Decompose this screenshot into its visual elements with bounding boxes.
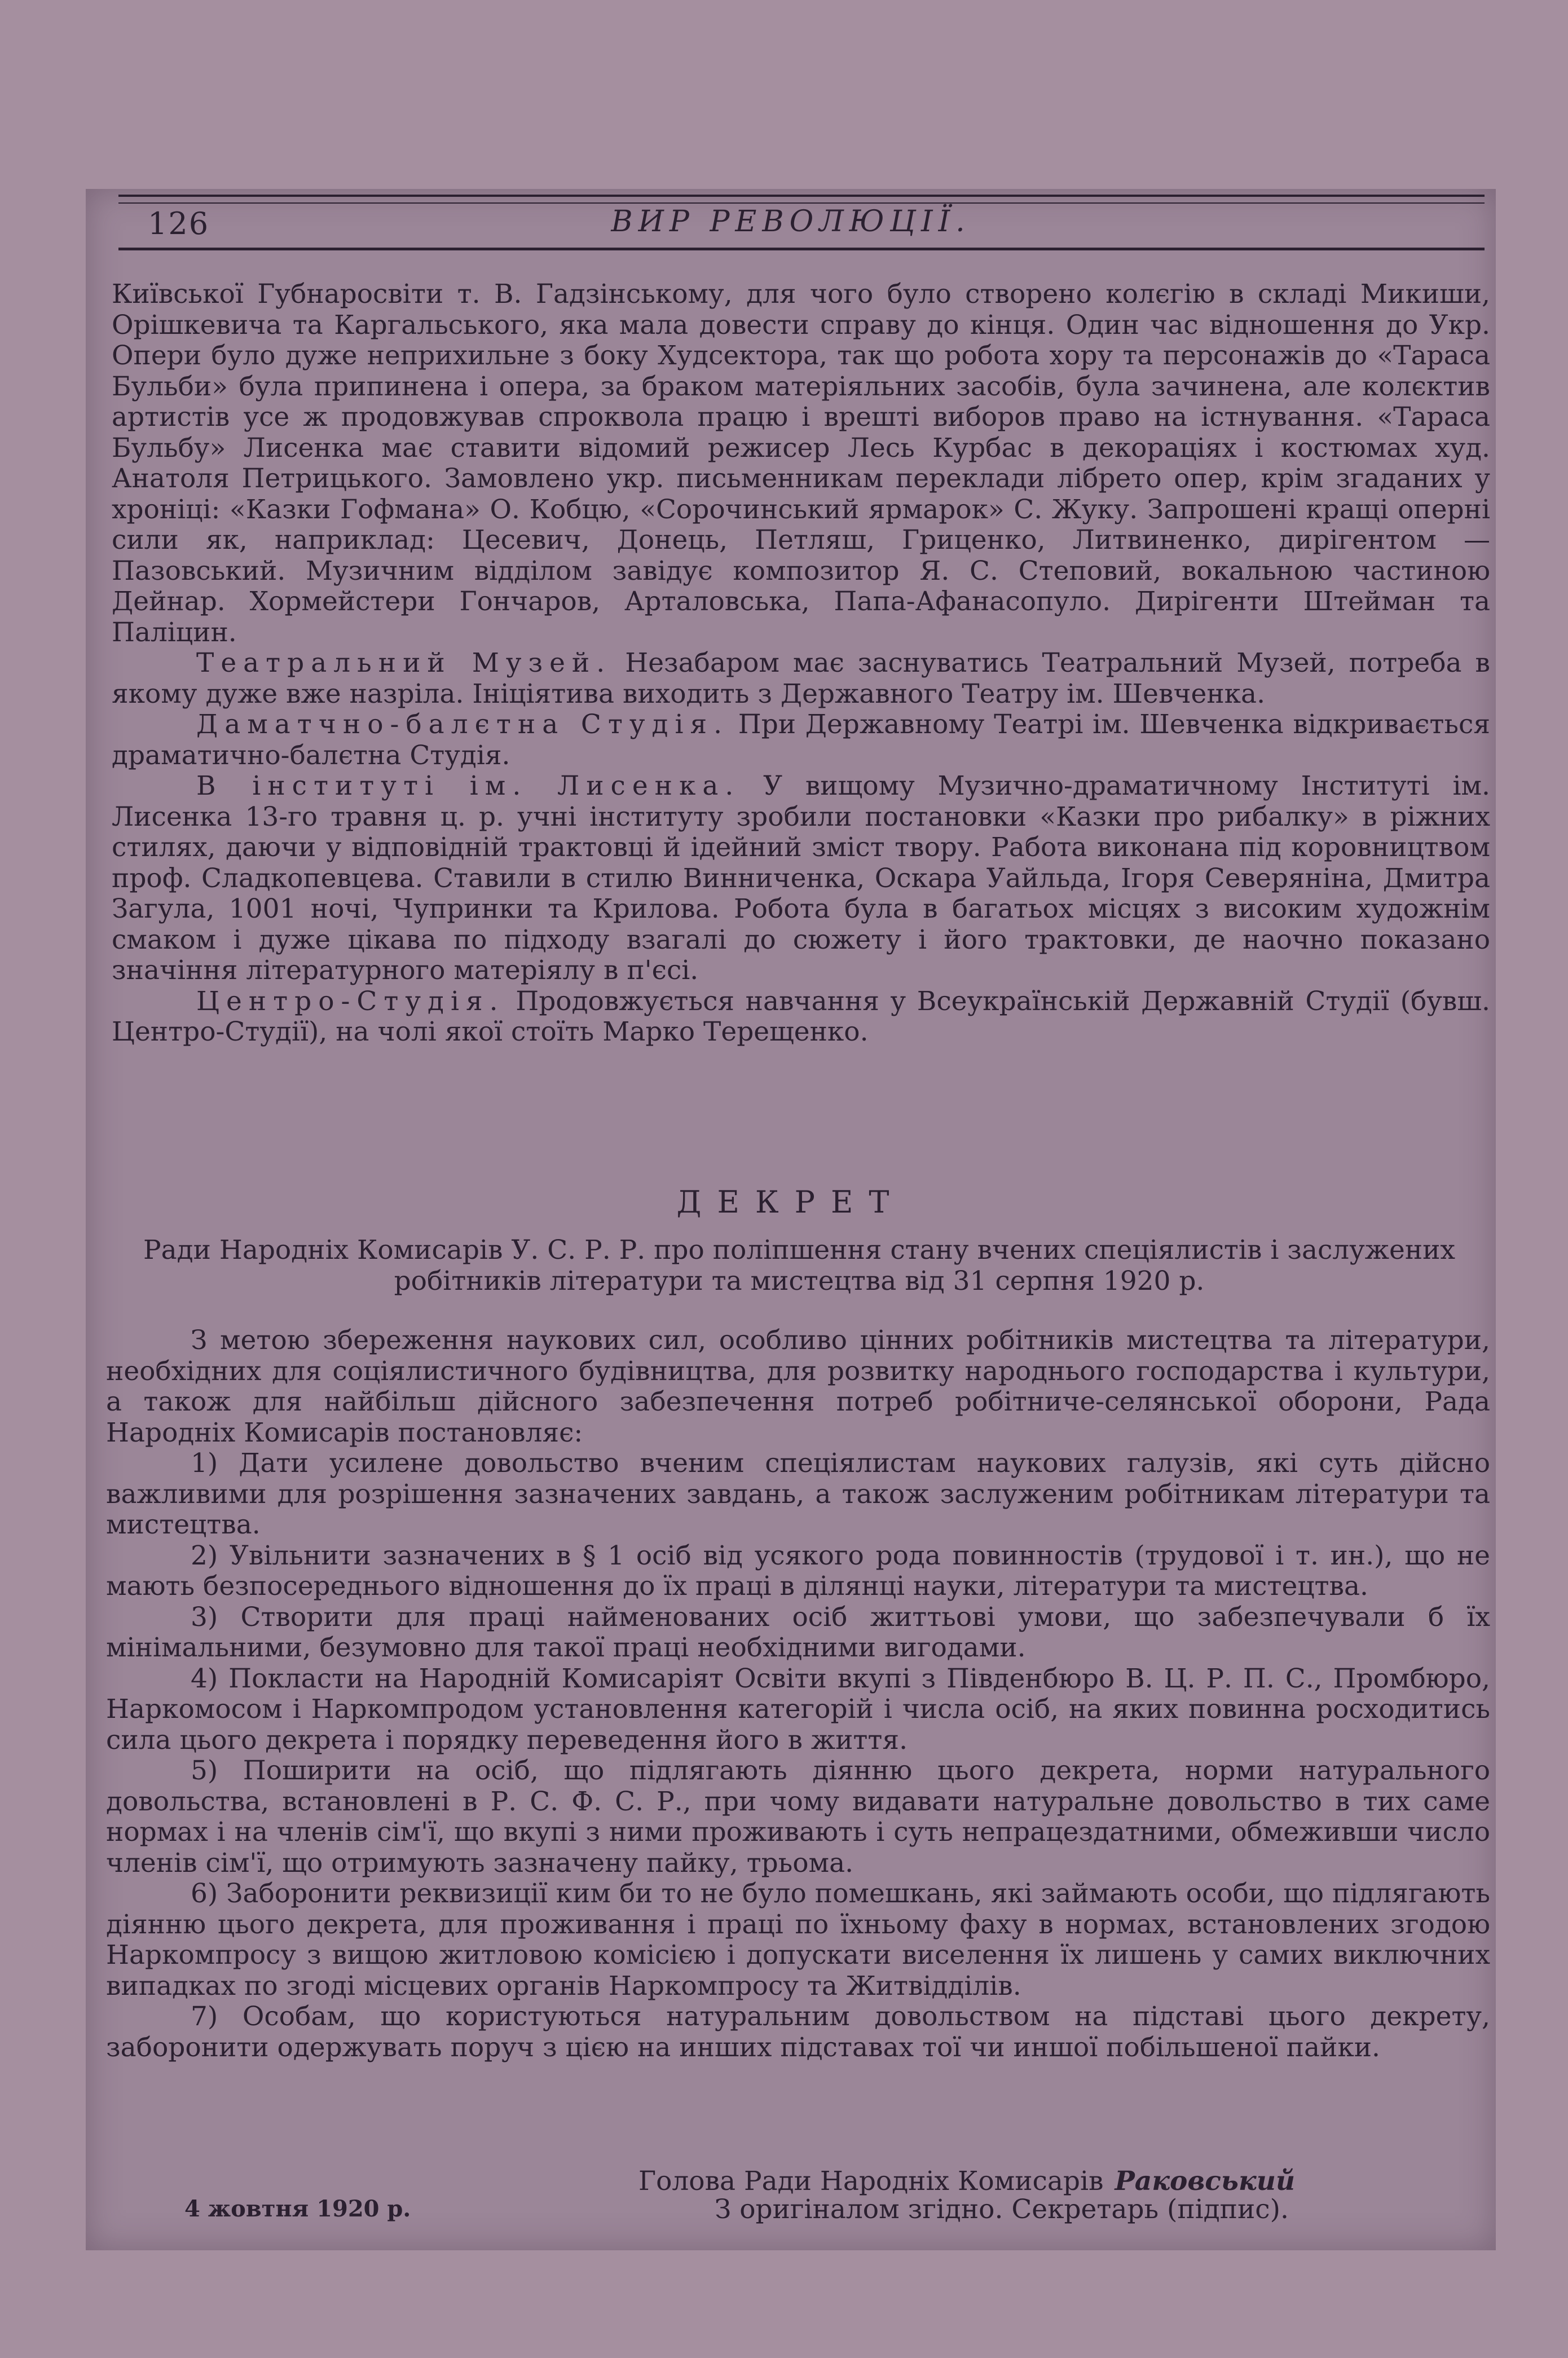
drama-ballet-heading: Даматчно-балєтна Студія. bbox=[196, 709, 729, 740]
centro-text: Продовжується навчання у Всеукраїнській Державній Студії (бувш. Центро-Студії), на чолі якої стоїть Марко Терещенко. bbox=[112, 985, 1490, 1047]
header-rule-bottom bbox=[118, 248, 1485, 250]
header-rule-thin bbox=[118, 202, 1485, 204]
decree-preamble: З метою збереження наукових сил, особливо цінних робітників мистецтва та літератури, необхідних для соціялистичного будівництва, для розвитку народнього господарства і культури, а також для найбільш дійсного забезпечення потреб робітниче-селянської оборони, Рада Народніх Комисарів постановляє: bbox=[106, 1325, 1490, 1448]
chronicle-section bbox=[112, 279, 1490, 1048]
running-title: ВИР РЕВОЛЮЦІЇ. bbox=[611, 205, 971, 239]
decree-item: 3) Створити для праці найменованих осіб життьові умови, що забезпечували б їх мінімальними, безумовно для такої праці необхідними вигодами. bbox=[106, 1601, 1490, 1663]
centro-heading: Центро-Студія. bbox=[196, 985, 505, 1017]
decree-item: 6) Заборонити реквизиції ким би то не було помешкань, які займають особи, що підлягають діянню цього декрета, для проживання і праці по їхньому фаху в нормах, встановлених згодою Наркомпросу з вищою житловою комісією і допускати виселення їх лишень у самих виключних випадках по згоді місцевих органів Наркомпросу та Житвідділів. bbox=[106, 1878, 1490, 2002]
signature-title: Голова Ради Народніх Комисарів bbox=[638, 2166, 1104, 2197]
lysenko-paragraph bbox=[112, 771, 1490, 986]
theatre-museum-paragraph bbox=[112, 648, 1490, 709]
decree-item: 7) Особам, що користуються натуральним довольством на підставі цього декрету, заборонити одержувать поруч з цією на инших підставах тої чи иншої побільшеної пайки. bbox=[106, 2001, 1490, 2063]
lysenko-text: У вищому Музично-драматичному Інституті ім. Лисенка 13-го травня ц. р. учні інституту зробили постановки «Казки про рибалку» в ріжних стилях, даючи у відповідній трактовці й ідейний зміст твору. Работа виконана під коровництвом проф. Сладкопевцева. Ставили в стилю Винниченка, Оскара Уайльда, Ігоря Северяніна, Дмитра Загула, 1001 ночі, Чупринки та Крилова. Робота була в багатьох місцях з високим художнім смаком і дуже цікава по підходу взагалі до сюжету і його трактовки, де наочно показано значіння літературного матеріялу в п'єсі. bbox=[112, 770, 1490, 986]
decree-title: ДЕКРЕТ bbox=[676, 1184, 905, 1220]
lysenko-heading: В інституті ім. Лисенка. bbox=[196, 770, 741, 801]
certification-line: З оригіналом згідно. Секретарь (підпис). bbox=[715, 2194, 1289, 2225]
signature-line bbox=[638, 2166, 1295, 2197]
decree-item: 4) Покласти на Народній Комисаріят Освіти вкупі з Південбюро В. Ц. Р. П. С., Промбюро, Наркомосом і Наркомпродом установлення категорій і числа осіб, на яких повинна росходитись сила цього декрета і порядку переведення його в життя. bbox=[106, 1663, 1490, 1756]
drama-ballet-text: При Державному Театрі ім. Шевченка відкривається драматично-балєтна Студія. bbox=[112, 709, 1490, 771]
document-page bbox=[86, 189, 1496, 2250]
header-rule-top bbox=[118, 195, 1485, 197]
theatre-museum-heading: Театральний Музей. bbox=[196, 647, 612, 678]
decree-item: 1) Дати усилене довольство вченим спеціялистам наукових галузів, які суть дійсно важливими для розрішення зазначених завдань, а також заслуженим робітникам літератури та мистецтва. bbox=[106, 1448, 1490, 1540]
decree-date: 4 жовтня 1920 р. bbox=[184, 2196, 411, 2222]
theatre-museum-text: Незабаром має заснуватись Театральний Музей, потреба в якому дуже вже назріла. Ініціятива виходить з Державного Театру ім. Шевченка. bbox=[112, 647, 1490, 709]
signature-name: Раковський bbox=[1115, 2166, 1296, 2197]
centro-paragraph bbox=[112, 986, 1490, 1048]
decree-item: 5) Поширити на осіб, що підлягають діянню цього декрета, норми натурального довольства, встановлені в Р. С. Ф. С. Р., при чому видавати натуральне довольство в тих саме нормах і на членів сім'ї, що вкупі з ними проживають і суть непрацездатними, обмеживши число членів сім'ї, що отримують зазначену пайку, трьома. bbox=[106, 1755, 1490, 1879]
decree-item: 2) Увільнити зазначених в § 1 осіб від усякого рода повинностів (трудової і т. ин.), що не мають безпосереднього відношення до їх праці в ділянці науки, літератури та мистецтва. bbox=[106, 1540, 1490, 1602]
chronicle-paragraph: Київської Губнаросвіти т. В. Гадзінському, для чого було створено колєгію в складі Микиши, Орішкевича та Каргальського, яка мала довести справу до кінця. Один час відношення до Укр. Опери було дуже неприхильне з боку Худсектора, так що робота хору та персонажів до «Тараса Бульби» була припинена і опера, за браком матеріяльних засобів, була зачинена, але колєктив артистів усе ж продовжував спроквола працю і врешті виборов право на істнування. «Тараса Бульбу» Лисенка має ставити відомий режисер Лесь Курбас в декораціях і костюмах худ. Анатоля Петрицького. Замовлено укр. письменникам переклади лібрето опер, крім згаданих у хроніці: «Казки Гофмана» О. Кобцю, «Сорочинський ярмарок» С. Жуку. Запрошені кращі оперні сили як, наприклад: Цесевич, Донець, Петляш, Гриценко, Литвиненко, дирігентом — Пазовський. Музичним відділом завідує композитор Я. С. Степовий, вокальною частиною Дейнар. Хормейстери Гончаров, Арталовська, Папа-Афанасопуло. Дирігенти Штейман та Паліцин. bbox=[112, 279, 1490, 648]
decree-subtitle: Ради Народніх Комисарів У. С. Р. Р. про поліпшення стану вчених спеціялистів і заслужених робітників літератури та мистецтва від 31 серпня 1920 р. bbox=[143, 1235, 1456, 1297]
drama-ballet-paragraph bbox=[112, 709, 1490, 771]
page-number: 126 bbox=[148, 206, 210, 241]
decree-body bbox=[106, 1325, 1490, 2063]
